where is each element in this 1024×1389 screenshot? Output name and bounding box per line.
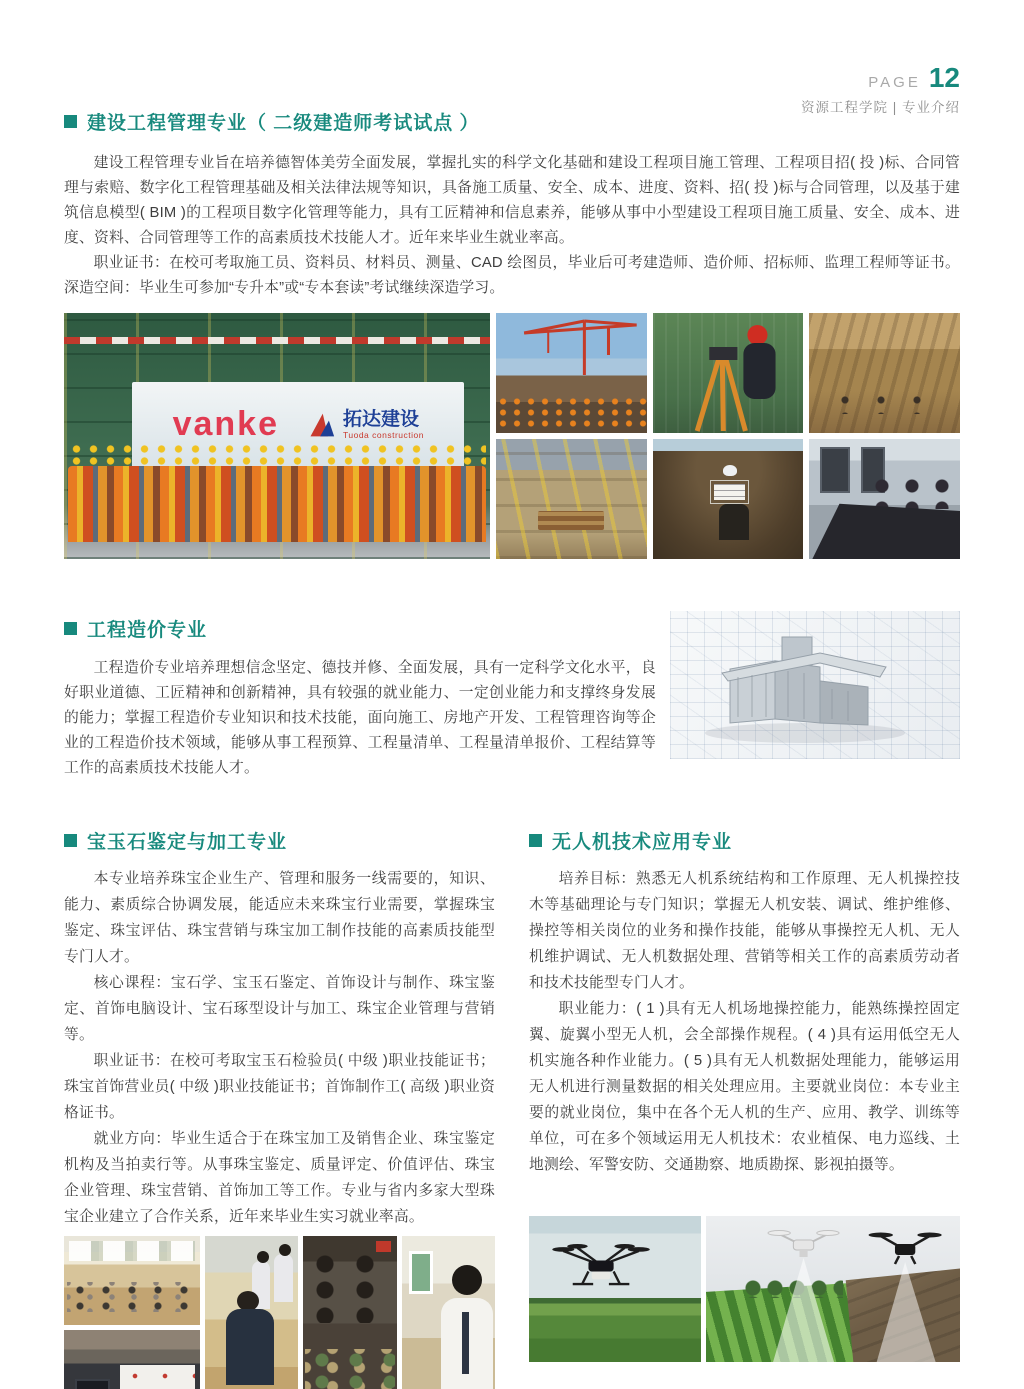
construction-text [64, 151, 960, 301]
workers-dots [496, 396, 647, 427]
gem-column [64, 827, 495, 1389]
paragraph: 就业方向：毕业生适合于在珠宝加工及销售企业、珠宝鉴定机构及当拍卖行等。从事珠宝鉴定、质量评定、价值评估、珠宝企业管理、珠宝营销、首饰加工等工作。专业与省内多家大型珠宝企业建立了合作关系，近年来毕业生实习就业率高。 [64, 1131, 495, 1225]
photo-pit-sign [653, 439, 804, 559]
square-bullet-icon [529, 834, 542, 847]
paragraph: 建设工程管理专业旨在培养德智体美劳全面发展，掌握扎实的科学文化基础和建设工程项目施工管理、工程项目招( 投 )标、合同管理与索赔、数字化工程管理基础及相关法律法规等知识，具备施工质量、安全、成本、进度、资料、招( 投 )标与合同管理，以及基于建筑信息模型( BIM )的工程项目数字化管理等能力，具有工匠精神和信息素养，能够从事中小型建设工程项目施工质量、安全、成本、进度、资料、合同管理等工作的高素质技术技能人才。近年来毕业生就业率高。 [64, 155, 960, 246]
page-header [801, 62, 960, 116]
paragraph: 职业证书：在校可考取施工员、资料员、材料员、测量、CAD 绘图员，毕业后可考建造师、造价师、招标师、监理工程师等证书。深造空间：毕业生可参加“专升本”或“专本套读”考试继续深造学习。 [64, 255, 960, 296]
construction-photo-collage [64, 313, 960, 559]
building-model-icon [670, 611, 960, 759]
two-column-section [64, 827, 960, 1389]
person-silhouette [719, 504, 749, 540]
section-heading-drone [529, 827, 960, 854]
crowd-of-students [68, 466, 486, 542]
photo-gem-classroom [64, 1236, 200, 1325]
safety-stripe-bar [64, 337, 490, 344]
photo-bim-building-render [670, 611, 960, 759]
paragraph: 职业能力：( 1 )具有无人机场地操控能力，能熟练操控固定翼、旋翼小型无人机，会全部操作规程。( 4 )具有运用低空无人机实施各种作业能力。( 5 )具有无人机数据处理能力，能够运用无人机进行测量数据的相关处理应用。主要就业岗位：本专业主要的就业岗位，集中在各个无人机的生产、应用、教学、训练等单位，可在多个领域运用无人机技术：农业植保、电力巡线、土地测绘、军警安防、交通勘察、地质勘探、影视拍摄等。 [529, 1001, 960, 1173]
paragraph: 培养目标：熟悉无人机系统结构和工作原理、无人机操控技木等基础理论与专门知识；掌握无人机安装、调试、维护维修、操控等相关岗位的业务和操作技能，能够从事操控无人机、无人机维护调试、无人机数据处理、营销等相关工作的高素质劳动者和技术技能型专门人才。 [529, 871, 960, 991]
wood-pile [538, 511, 604, 530]
page-label: PAGE [868, 74, 921, 91]
photo-drones-mapping [706, 1216, 960, 1362]
tuoda-logo [307, 410, 424, 440]
photo-computer-lab [64, 1330, 200, 1389]
tuoda-name-cn: 拓达建设 [343, 408, 420, 430]
student-head [452, 1265, 482, 1295]
mapping-drones-icon [706, 1216, 960, 1362]
section-title: 工程造价专业 [87, 620, 208, 641]
white-helmet [723, 465, 737, 476]
paragraph: 本专业培养珠宝企业生产、管理和服务一线需要的，知识、能力、素质综合协调发展，能适应未来珠宝行业需要，掌握珠宝鉴定、珠宝评估、珠宝营销与珠宝加工制作技能的高素质技能型专门人才。 [64, 871, 495, 965]
workers-dots [827, 392, 938, 414]
paragraph: 职业证书：在校可考取宝玉石检验员( 中级 )职业技能证书；珠宝首饰营业员( 中级 )职业技能证书；首饰制作工( 高级 )职业资格证书。 [64, 1053, 495, 1121]
photo-student-bench [402, 1236, 495, 1389]
square-bullet-icon [64, 115, 77, 128]
observer-figure [274, 1254, 293, 1301]
craftsman-body [226, 1309, 275, 1385]
photo-group-construction-site [64, 313, 490, 559]
page-number: 12 [928, 62, 960, 93]
students-dots [67, 1282, 198, 1312]
tuoda-mark-icon [307, 411, 335, 439]
photo-meeting-room [809, 439, 960, 559]
photo-scaffolding [496, 439, 647, 559]
whiteboard [120, 1365, 195, 1389]
window [820, 447, 850, 493]
cost-text [64, 656, 656, 781]
gem-stones [305, 1349, 395, 1389]
gem-collage-left-column [64, 1236, 200, 1389]
section-heading-cost [64, 615, 656, 642]
section-title: 无人机技术应用专业 [552, 832, 733, 853]
surveyor-icon [653, 313, 804, 433]
photo-agriculture-drone [529, 1216, 701, 1362]
drone-icon [546, 1228, 656, 1304]
drone-column [529, 827, 960, 1389]
photo-excavation-site [809, 313, 960, 433]
photo-surveyor [653, 313, 804, 433]
people-dots [867, 475, 957, 509]
page-number-row [801, 62, 960, 94]
square-bullet-icon [64, 622, 77, 635]
monitor [75, 1379, 110, 1389]
section-cost [64, 615, 960, 783]
square-bullet-icon [64, 834, 77, 847]
people-dots [305, 1251, 395, 1324]
section-title: 宝玉石鉴定与加工专业 [87, 832, 288, 853]
tuoda-name-en: Tuoda construction [343, 429, 424, 440]
cost-left-column [64, 615, 656, 781]
tuoda-text [343, 410, 424, 440]
student-tie [462, 1312, 469, 1374]
page-content [0, 108, 1024, 1389]
vanke-logo: vanke [172, 405, 279, 444]
craftsman-head [237, 1291, 259, 1311]
picture-frame [409, 1251, 433, 1295]
drone-photo-collage [529, 1216, 960, 1362]
photo-gem-market [303, 1236, 396, 1389]
paragraph: 核心课程：宝石学、宝玉石鉴定、首饰设计与制作、珠宝鉴定、首饰电脑设计、宝石琢型设计与加工、珠宝企业管理与营销等。 [64, 975, 495, 1043]
gem-text [64, 866, 495, 1230]
survey-sign-board [710, 480, 749, 504]
drone-text [529, 866, 960, 1178]
gem-photo-collage [64, 1236, 495, 1389]
paragraph: 工程造价专业培养理想信念坚定、德技并修、全面发展，具有一定科学文化水平，良好职业道德、工匠精神和创新精神，具有较强的就业能力、一定创业能力和支撑终身发展的能力；掌握工程造价专业知识和技术技能，面向施工、房地产开发、工程管理咨询等企业的工程造价技术领域，能够从事工程预算、工程量清单、工程量清单报价、工程结算等工作的高素质技术技能人才。 [64, 660, 656, 776]
photo-crane-site [496, 313, 647, 433]
windows [69, 1241, 194, 1260]
section-title: 建设工程管理专业（ 二级建造师考试试点 ） [87, 113, 480, 134]
section-heading-gem [64, 827, 495, 854]
photo-jewelry-workshop [205, 1236, 298, 1389]
page-subtitle: 资源工程学院 | 专业介绍 [800, 100, 960, 115]
construction-photo-grid [496, 313, 960, 559]
